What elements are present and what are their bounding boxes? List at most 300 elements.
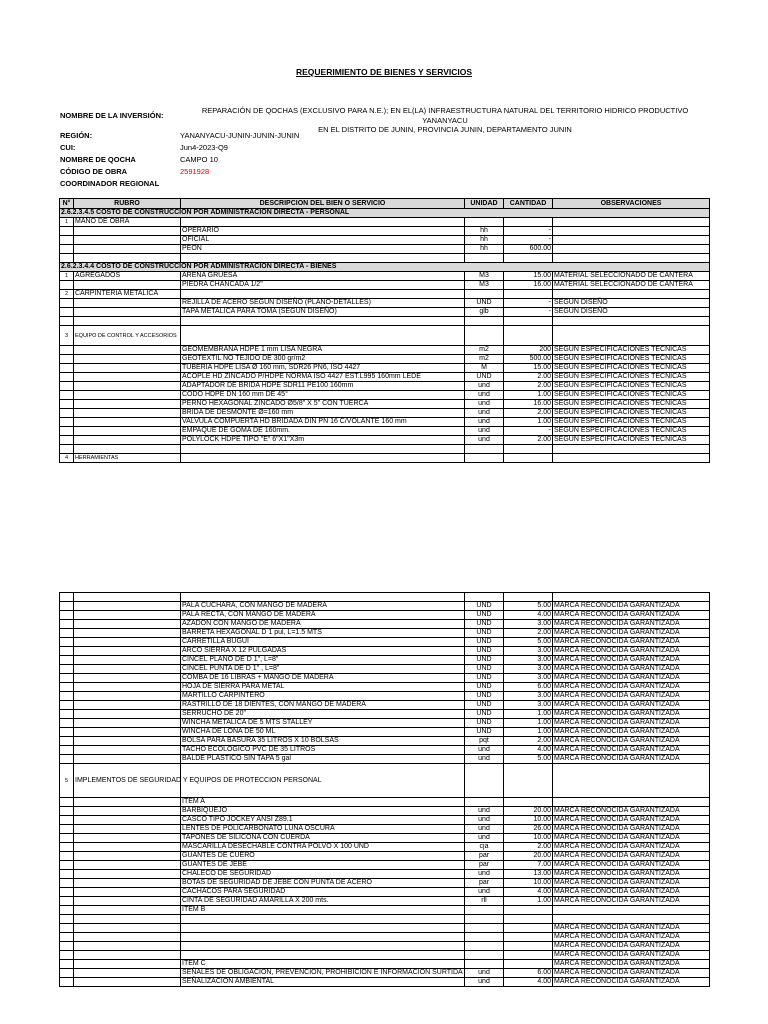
row-number: 2: [60, 290, 74, 299]
row-number: 3: [60, 326, 74, 346]
row-description: ADAPTADOR DE BRIDA HDPE SDR11 PE100 160mm: [181, 382, 465, 391]
row-number: [60, 391, 74, 400]
row-description: HOJA DE SIERRA PARA METAL: [181, 683, 465, 692]
row-unidad: UND: [465, 373, 504, 382]
row-unidad: M3: [465, 281, 504, 290]
row-cantidad: 600.00: [504, 245, 553, 254]
row-cantidad: 20.00: [504, 852, 553, 861]
row-cantidad: 2.00: [504, 436, 553, 445]
row-observaciones: MARCA RECONOCIDA GARANTIZADA: [553, 951, 710, 960]
row-observaciones: MARCA RECONOCIDA GARANTIZADA: [553, 710, 710, 719]
table-row: [60, 326, 710, 346]
row-unidad: hh: [465, 245, 504, 254]
row-unidad: und: [465, 436, 504, 445]
table-row: [60, 647, 710, 656]
row-observaciones: MARCA RECONOCIDA GARANTIZADA: [553, 870, 710, 879]
row-observaciones: SEGUN ESPECIFICACIONES TECNICAS: [553, 346, 710, 355]
row-rubro: [74, 427, 181, 436]
row-cantidad: 2.00: [504, 843, 553, 852]
row-cantidad: 1.00: [504, 728, 553, 737]
row-observaciones: [553, 915, 710, 924]
row-cantidad: [504, 593, 553, 602]
row-number: [60, 825, 74, 834]
meta-label: NOMBRE DE QOCHA: [60, 155, 136, 164]
table-row: [60, 924, 710, 933]
row-cantidad: [504, 454, 553, 463]
row-number: [60, 951, 74, 960]
row-cantidad: 5.00: [504, 638, 553, 647]
row-cantidad: 1.00: [504, 710, 553, 719]
row-description: ACOPLE HD ZINCADO P/HDPE NORMA ISO 4427 EST.L995 160mm LEDE: [181, 373, 465, 382]
row-description: BARBIQUEJO: [181, 807, 465, 816]
row-number: [60, 317, 74, 326]
table-row: [60, 915, 710, 924]
row-rubro: [74, 960, 181, 969]
row-rubro: [74, 906, 181, 915]
row-rubro: [74, 683, 181, 692]
row-observaciones: MARCA RECONOCIDA GARANTIZADA: [553, 728, 710, 737]
row-observaciones: MARCA RECONOCIDA GARANTIZADA: [553, 629, 710, 638]
row-number: 5: [60, 764, 74, 798]
row-rubro: [74, 602, 181, 611]
row-rubro: HERRAMIENTAS: [74, 454, 181, 463]
row-observaciones: SEGUN ESPECIFICACIONES TECNICAS: [553, 427, 710, 436]
row-rubro: [74, 656, 181, 665]
row-rubro: MANO DE OBRA: [74, 218, 181, 227]
row-observaciones: MARCA RECONOCIDA GARANTIZADA: [553, 755, 710, 764]
row-description: [181, 445, 465, 454]
row-number: [60, 373, 74, 382]
row-cantidad: -: [504, 299, 553, 308]
table-row: [60, 710, 710, 719]
row-description: CHALECO DE SEGURIDAD: [181, 870, 465, 879]
row-cantidad: 2.00: [504, 737, 553, 746]
table-row: [60, 281, 710, 290]
table-row: [60, 807, 710, 816]
row-unidad: cja: [465, 843, 504, 852]
row-rubro: [74, 843, 181, 852]
row-rubro: [74, 924, 181, 933]
row-cantidad: 2.00: [504, 373, 553, 382]
row-cantidad: 6.00: [504, 969, 553, 978]
header-desc: DESCRIPCION DEL BIEN O SERVICIO: [181, 199, 465, 209]
table-row: [60, 674, 710, 683]
row-observaciones: MARCA RECONOCIDA GARANTIZADA: [553, 602, 710, 611]
row-rubro: [74, 308, 181, 317]
row-rubro: [74, 236, 181, 245]
section-header: 2.6.2.3.4.4 COSTO DE CONSTRUCCION POR ADMINISTRACION DIRECTA - BIENES: [60, 263, 710, 272]
row-unidad: UND: [465, 620, 504, 629]
meta-value: CAMPO 10: [180, 155, 218, 164]
row-unidad: M: [465, 364, 504, 373]
row-rubro: [74, 227, 181, 236]
row-cantidad: 200: [504, 346, 553, 355]
row-rubro: [74, 888, 181, 897]
row-unidad: hh: [465, 227, 504, 236]
row-number: 4: [60, 454, 74, 463]
row-observaciones: MARCA RECONOCIDA GARANTIZADA: [553, 701, 710, 710]
header-unidad: UNIDAD: [465, 199, 504, 209]
row-rubro: [74, 629, 181, 638]
table-row: [60, 409, 710, 418]
row-unidad: UND: [465, 674, 504, 683]
row-rubro: [74, 969, 181, 978]
table-row: [60, 834, 710, 843]
row-number: [60, 737, 74, 746]
meta-value: 2591928: [180, 167, 210, 176]
table-row: [60, 870, 710, 879]
row-number: [60, 915, 74, 924]
table-row: [60, 879, 710, 888]
row-description: BRIDA DE DESMONTE Ø=160 mm: [181, 409, 465, 418]
row-observaciones: MARCA RECONOCIDA GARANTIZADA: [553, 816, 710, 825]
row-unidad: und: [465, 816, 504, 825]
row-description: CINCEL PLANO DE D 1", L=8": [181, 656, 465, 665]
row-number: [60, 400, 74, 409]
row-description: CACHACOS PARA SEGURIDAD: [181, 888, 465, 897]
row-observaciones: MARCA RECONOCIDA GARANTIZADA: [553, 620, 710, 629]
row-cantidad: 16.00: [504, 400, 553, 409]
row-rubro: [74, 355, 181, 364]
table-row: [60, 737, 710, 746]
row-observaciones: SEGUN ESPECIFICACIONES TECNICAS: [553, 355, 710, 364]
document-title: REQUERIMIENTO DE BIENES Y SERVICIOS: [295, 67, 473, 77]
row-cantidad: 500.00: [504, 355, 553, 364]
row-cantidad: 13.00: [504, 870, 553, 879]
row-unidad: [465, 924, 504, 933]
row-number: [60, 299, 74, 308]
row-cantidad: -: [504, 427, 553, 436]
row-observaciones: SEGUN ESPECIFICACIONES TECNICAS: [553, 391, 710, 400]
row-description: CINTA DE SEGURIDAD AMARILLA X 200 mts.: [181, 897, 465, 906]
table-row: [60, 888, 710, 897]
table-header-row: [60, 199, 710, 209]
row-unidad: und: [465, 400, 504, 409]
row-number: [60, 843, 74, 852]
row-number: [60, 906, 74, 915]
row-number: [60, 418, 74, 427]
row-number: [60, 969, 74, 978]
row-description: WINCHA DE LONA DE 50 ML: [181, 728, 465, 737]
row-unidad: [465, 960, 504, 969]
row-description: [181, 593, 465, 602]
meta-label: COORDINADOR REGIONAL: [60, 179, 160, 188]
row-rubro: [74, 409, 181, 418]
table-row: [60, 254, 710, 263]
table-row: [60, 897, 710, 906]
row-unidad: m2: [465, 346, 504, 355]
row-number: [60, 593, 74, 602]
row-rubro: [74, 254, 181, 263]
row-description: LENTES DE POLICARBONATO LUNA OSCURA: [181, 825, 465, 834]
row-unidad: [465, 445, 504, 454]
row-number: [60, 629, 74, 638]
row-unidad: und: [465, 807, 504, 816]
row-rubro: [74, 897, 181, 906]
row-unidad: und: [465, 978, 504, 987]
row-cantidad: 1.00: [504, 418, 553, 427]
table-row: [60, 272, 710, 281]
row-observaciones: MARCA RECONOCIDA GARANTIZADA: [553, 692, 710, 701]
row-description: ITEM B: [181, 906, 465, 915]
row-rubro: IMPLEMENTOS DE SEGURIDAD Y EQUIPOS DE PROTECCION PERSONAL: [74, 764, 181, 798]
row-description: ARENA GRUESA: [181, 272, 465, 281]
row-number: [60, 638, 74, 647]
row-rubro: [74, 400, 181, 409]
table-row: [60, 656, 710, 665]
row-description: OPERARIO: [181, 227, 465, 236]
requirements-table-1: [59, 198, 710, 463]
row-cantidad: [504, 933, 553, 942]
table-row: [60, 355, 710, 364]
table-row: [60, 436, 710, 445]
row-observaciones: MARCA RECONOCIDA GARANTIZADA: [553, 746, 710, 755]
row-description: GEOMEMBRANA HDPE 1 mm LISA NEGRA: [181, 346, 465, 355]
row-observaciones: MARCA RECONOCIDA GARANTIZADA: [553, 825, 710, 834]
row-cantidad: 3.00: [504, 665, 553, 674]
row-cantidad: 10.00: [504, 879, 553, 888]
row-description: [181, 454, 465, 463]
row-unidad: [465, 942, 504, 951]
row-unidad: [465, 593, 504, 602]
row-observaciones: MARCA RECONOCIDA GARANTIZADA: [553, 978, 710, 987]
row-rubro: [74, 746, 181, 755]
table-row: [60, 454, 710, 463]
row-cantidad: 10.00: [504, 816, 553, 825]
table-row: [60, 400, 710, 409]
row-observaciones: MARCA RECONOCIDA GARANTIZADA: [553, 719, 710, 728]
row-number: [60, 728, 74, 737]
row-rubro: [74, 798, 181, 807]
row-rubro: [74, 719, 181, 728]
row-unidad: [465, 290, 504, 299]
row-description: EMPAQUE DE GOMA DE 160mm.: [181, 427, 465, 436]
row-description: CINCEL PUNTA DE D 1" , L=8": [181, 665, 465, 674]
row-description: POLYLOCK HDPE TIPO "E" 6"X1"X3m: [181, 436, 465, 445]
row-rubro: [74, 816, 181, 825]
row-description: [181, 933, 465, 942]
row-number: [60, 602, 74, 611]
row-description: TAPA METALICA PARA TOMA (SEGUN DISEÑO): [181, 308, 465, 317]
row-cantidad: 1.00: [504, 391, 553, 400]
row-description: CARRETILLA BUGUI: [181, 638, 465, 647]
row-description: MARTILLO CARPINTERO: [181, 692, 465, 701]
row-description: GUANTES DE JEBE: [181, 861, 465, 870]
section-header: 2.6.2.3.4.5 COSTO DE CONSTRUCCION POR ADMINISTRACION DIRECTA - PERSONAL: [60, 209, 710, 218]
row-rubro: [74, 755, 181, 764]
table-row: [60, 969, 710, 978]
row-unidad: rll: [465, 897, 504, 906]
table-row: [60, 299, 710, 308]
row-description: [181, 915, 465, 924]
row-observaciones: MARCA RECONOCIDA GARANTIZADA: [553, 924, 710, 933]
row-rubro: [74, 373, 181, 382]
row-description: [181, 924, 465, 933]
table-row: [60, 978, 710, 987]
row-unidad: und: [465, 427, 504, 436]
row-description: BOTAS DE SEGURIDAD DE JEBE CON PUNTA DE ACERO: [181, 879, 465, 888]
row-cantidad: 4.00: [504, 746, 553, 755]
row-cantidad: 2.00: [504, 629, 553, 638]
row-description: [181, 254, 465, 263]
meta-label: REGIÓN:: [60, 131, 93, 140]
row-rubro: [74, 391, 181, 400]
table-row: [60, 638, 710, 647]
row-observaciones: [553, 593, 710, 602]
row-rubro: [74, 933, 181, 942]
row-unidad: hh: [465, 236, 504, 245]
row-unidad: UND: [465, 683, 504, 692]
inversion-line-2: EN EL DISTRITO DE JUNIN, PROVINCIA JUNIN, DEPARTAMENTO JUNIN: [318, 125, 572, 134]
row-unidad: [465, 254, 504, 263]
row-observaciones: MARCA RECONOCIDA GARANTIZADA: [553, 638, 710, 647]
table-row: [60, 692, 710, 701]
meta-value: Jun4-2023-Q9: [180, 143, 228, 152]
row-description: TACHO ECOLOGICO PVC DE 35 LITROS: [181, 746, 465, 755]
table-row: [60, 236, 710, 245]
header-obs: OBSERVACIONES: [553, 199, 710, 209]
row-description: [181, 317, 465, 326]
table-row: [60, 816, 710, 825]
table-row: [60, 373, 710, 382]
row-unidad: und: [465, 888, 504, 897]
row-number: [60, 942, 74, 951]
row-rubro: [74, 611, 181, 620]
row-observaciones: SEGUN ESPECIFICACIONES TECNICAS: [553, 400, 710, 409]
row-observaciones: [553, 290, 710, 299]
row-number: [60, 227, 74, 236]
row-cantidad: [504, 254, 553, 263]
row-description: CASCO TIPO JOCKEY ANSI Z89.1: [181, 816, 465, 825]
row-unidad: und: [465, 834, 504, 843]
row-number: [60, 364, 74, 373]
row-observaciones: [553, 254, 710, 263]
row-unidad: und: [465, 746, 504, 755]
row-number: [60, 710, 74, 719]
row-cantidad: 3.00: [504, 701, 553, 710]
row-unidad: und: [465, 391, 504, 400]
row-observaciones: [553, 798, 710, 807]
row-rubro: [74, 728, 181, 737]
row-observaciones: MARCA RECONOCIDA GARANTIZADA: [553, 969, 710, 978]
table-row: [60, 317, 710, 326]
row-observaciones: MARCA RECONOCIDA GARANTIZADA: [553, 611, 710, 620]
table-row: [60, 245, 710, 254]
row-number: [60, 852, 74, 861]
table-row: [60, 382, 710, 391]
row-cantidad: [504, 906, 553, 915]
row-unidad: UND: [465, 602, 504, 611]
row-unidad: [465, 915, 504, 924]
row-cantidad: -: [504, 236, 553, 245]
row-number: [60, 308, 74, 317]
row-rubro: [74, 436, 181, 445]
row-description: [181, 326, 465, 346]
row-rubro: [74, 445, 181, 454]
table-row: [60, 825, 710, 834]
row-rubro: AGREGADOS: [74, 272, 181, 281]
row-observaciones: [553, 236, 710, 245]
row-observaciones: MARCA RECONOCIDA GARANTIZADA: [553, 861, 710, 870]
table-row: [60, 942, 710, 951]
row-number: [60, 647, 74, 656]
row-unidad: [465, 764, 504, 798]
row-description: [181, 951, 465, 960]
row-observaciones: MARCA RECONOCIDA GARANTIZADA: [553, 647, 710, 656]
row-rubro: [74, 647, 181, 656]
row-unidad: par: [465, 852, 504, 861]
row-unidad: [465, 218, 504, 227]
row-cantidad: 10.00: [504, 834, 553, 843]
row-description: [181, 942, 465, 951]
row-observaciones: SEGUN ESPECIFICACIONES TECNICAS: [553, 373, 710, 382]
row-description: PALA CUCHARA, CON MANGO DE MADERA: [181, 602, 465, 611]
meta-label: CÓDIGO DE OBRA: [60, 167, 128, 176]
row-cantidad: 6.00: [504, 683, 553, 692]
row-rubro: [74, 870, 181, 879]
row-cantidad: 16.00: [504, 281, 553, 290]
row-cantidad: 15.00: [504, 364, 553, 373]
row-observaciones: SEGUN ESPECIFICACIONES TECNICAS: [553, 418, 710, 427]
row-number: [60, 755, 74, 764]
row-observaciones: MARCA RECONOCIDA GARANTIZADA: [553, 674, 710, 683]
row-observaciones: [553, 764, 710, 798]
row-observaciones: SEGUN DISEÑO: [553, 308, 710, 317]
row-unidad: UND: [465, 701, 504, 710]
row-description: BOLSA PARA BASURA 35 LITROS X 10 BOLSAS: [181, 737, 465, 746]
row-description: PIEDRA CHANCADA 1/2": [181, 281, 465, 290]
row-description: PERNO HEXAGONAL ZINCADO Ø5/8" X 5" CON TUERCA: [181, 400, 465, 409]
row-number: [60, 355, 74, 364]
row-description: RASTRILLO DE 18 DIENTES, CON MANGO DE MADERA: [181, 701, 465, 710]
row-observaciones: MARCA RECONOCIDA GARANTIZADA: [553, 834, 710, 843]
row-cantidad: 1.00: [504, 897, 553, 906]
row-unidad: UND: [465, 647, 504, 656]
table-row: [60, 764, 710, 798]
row-cantidad: [504, 915, 553, 924]
row-description: ITEM A: [181, 798, 465, 807]
row-number: [60, 701, 74, 710]
row-number: [60, 897, 74, 906]
meta-value: YANANYACU-JUNIN-JUNIN-JUNIN: [180, 131, 300, 140]
table-row: [60, 960, 710, 969]
row-rubro: [74, 861, 181, 870]
row-number: [60, 620, 74, 629]
row-cantidad: [504, 326, 553, 346]
row-number: [60, 382, 74, 391]
row-cantidad: [504, 445, 553, 454]
row-observaciones: SEGUN ESPECIFICACIONES TECNICAS: [553, 436, 710, 445]
row-observaciones: SEGUN ESPECIFICACIONES TECNICAS: [553, 364, 710, 373]
row-rubro: [74, 674, 181, 683]
row-observaciones: MARCA RECONOCIDA GARANTIZADA: [553, 879, 710, 888]
table-row: [60, 933, 710, 942]
row-rubro: CARPINTERIA METALICA: [74, 290, 181, 299]
row-unidad: UND: [465, 299, 504, 308]
table-row: [60, 218, 710, 227]
row-number: [60, 692, 74, 701]
row-number: [60, 665, 74, 674]
row-observaciones: MARCA RECONOCIDA GARANTIZADA: [553, 942, 710, 951]
row-description: COMBA DE 16 LIBRAS + MANGO DE MADERA: [181, 674, 465, 683]
row-unidad: UND: [465, 692, 504, 701]
header-rubro: RUBRO: [74, 199, 181, 209]
table-row: [60, 951, 710, 960]
row-description: SERRUCHO DE 20": [181, 710, 465, 719]
row-observaciones: MARCA RECONOCIDA GARANTIZADA: [553, 683, 710, 692]
row-cantidad: 2.00: [504, 382, 553, 391]
row-cantidad: 3.00: [504, 620, 553, 629]
